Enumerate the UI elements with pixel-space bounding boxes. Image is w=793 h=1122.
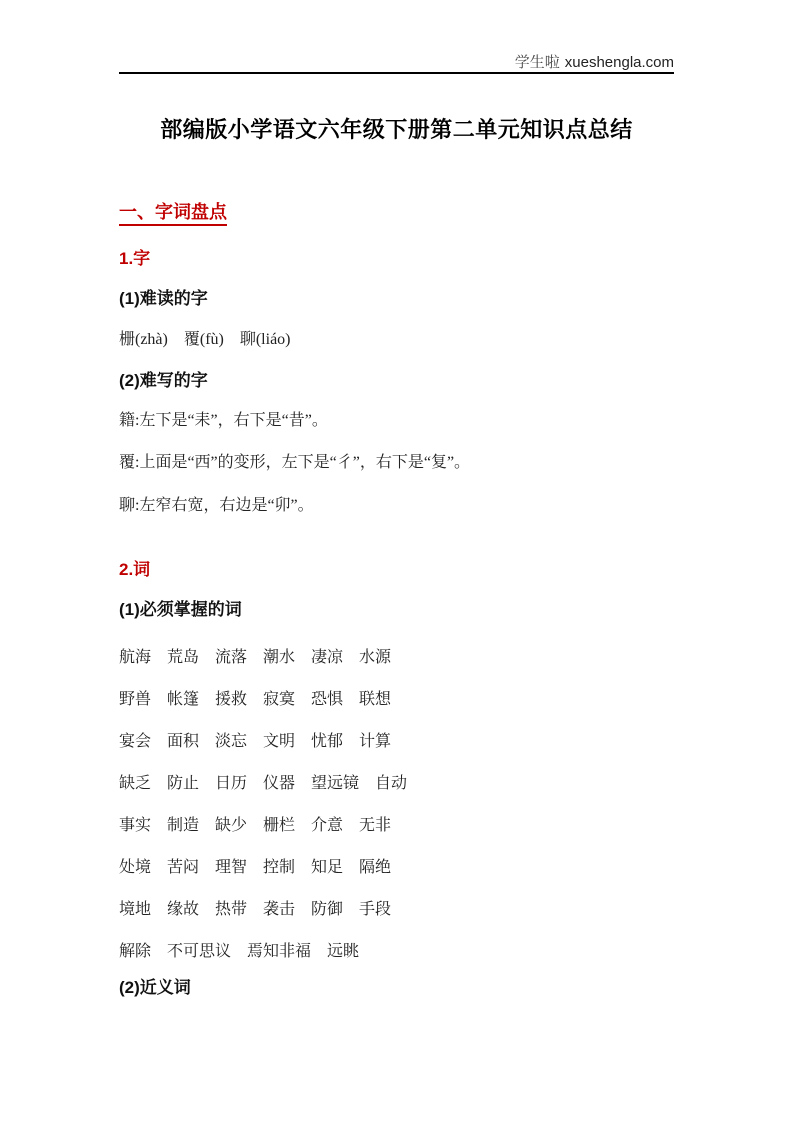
word-row: 宴会 面积 淡忘 文明 忧郁 计算 xyxy=(119,733,392,750)
brand-site-url: xueshengla.com xyxy=(564,54,674,71)
sub-heading-characters: 1.字 xyxy=(119,249,151,268)
label-must-master-words: (1)必须掌握的词 xyxy=(119,600,242,619)
pinyin-row: 栅(zhà) 覆(fù) 聊(liáo) xyxy=(119,331,291,348)
note-line: 聊:左窄右宽，右边是“卯”。 xyxy=(119,497,314,514)
note-line: 覆:上面是“西”的变形，左下是“彳”，右下是“复”。 xyxy=(119,454,471,471)
word-row: 处境 苦闷 理智 控制 知足 隔绝 xyxy=(119,859,392,876)
word-row: 事实 制造 缺少 栅栏 介意 无非 xyxy=(119,817,392,834)
page-content xyxy=(119,0,674,998)
note-line: 籍:左下是“耒”，右下是“昔”。 xyxy=(119,412,328,429)
section-heading-word-inventory xyxy=(119,201,674,226)
label-hard-to-read-characters: (1)难读的字 xyxy=(119,289,208,308)
word-row: 解除 不可思议 焉知非福 远眺 xyxy=(119,943,360,960)
label-synonyms: (2)近义词 xyxy=(119,978,191,997)
sub-heading-words: 2.词 xyxy=(119,560,151,579)
word-row: 缺乏 防止 日历 仪器 望远镜 自动 xyxy=(119,775,408,792)
word-row: 野兽 帐篷 援救 寂寞 恐惧 联想 xyxy=(119,691,392,708)
label-hard-to-write-characters: (2)难写的字 xyxy=(119,371,208,390)
document-title: 部编版小学语文六年级下册第二单元知识点总结 xyxy=(160,117,633,142)
brand-name: 学生啦 xyxy=(514,54,560,71)
word-row: 航海 荒岛 流落 潮水 凄凉 水源 xyxy=(119,649,392,666)
section-heading-text: 一、字词盘点 xyxy=(119,201,227,226)
page-header xyxy=(119,54,674,74)
word-row: 境地 缘故 热带 袭击 防御 手段 xyxy=(119,901,392,918)
